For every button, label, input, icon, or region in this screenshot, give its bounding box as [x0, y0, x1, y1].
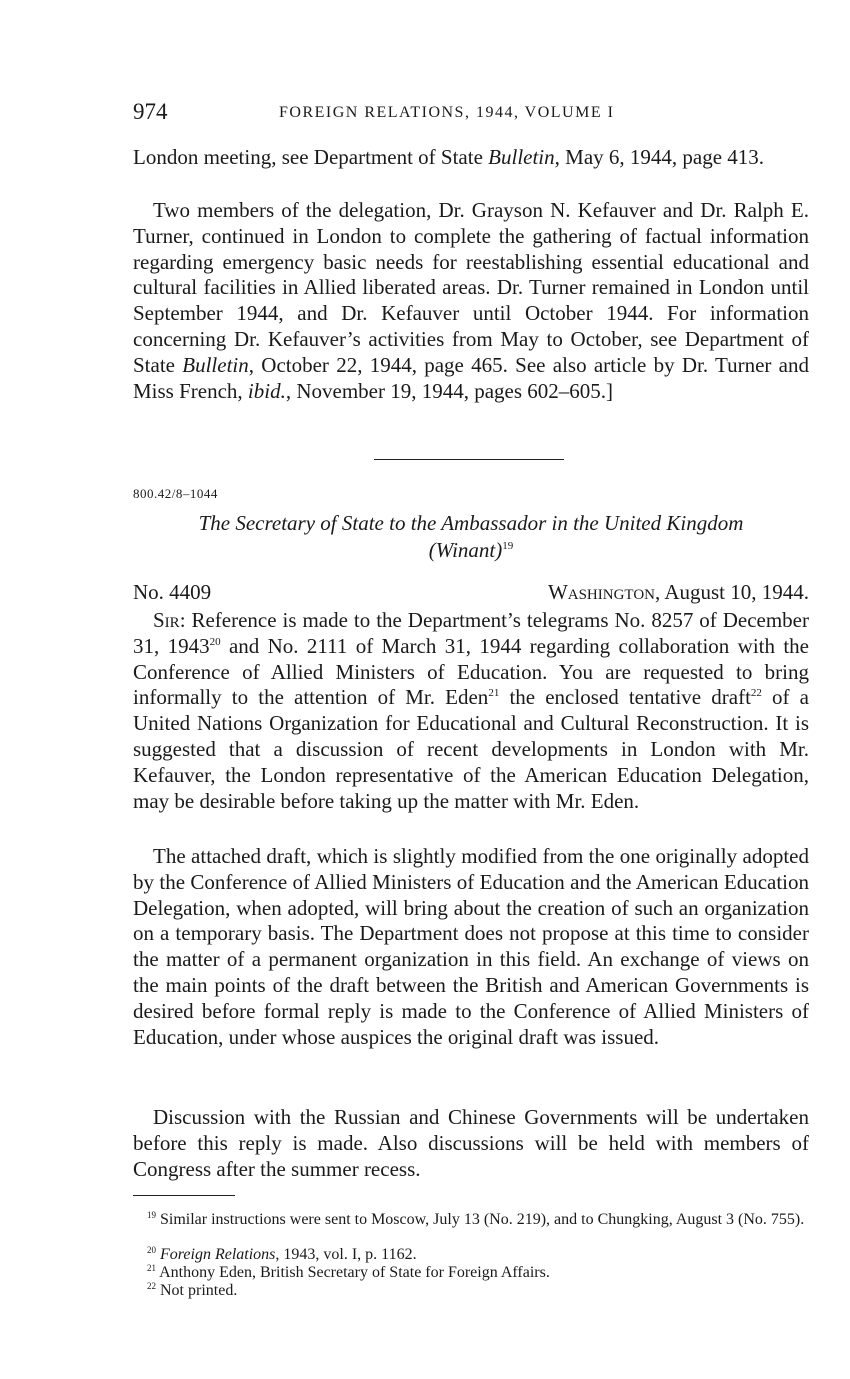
- dateline: Washington, August 10, 1944.: [547, 580, 809, 604]
- file-number: 800.42/8–1044: [133, 486, 218, 501]
- footnote-ref-21: 21: [488, 687, 500, 700]
- dateline-place: Washington: [547, 580, 655, 604]
- intro-paragraph-1: London meeting, see Department of State Bulletin, May 6, 1944, page 413.: [133, 145, 765, 169]
- document-number: No. 4409: [133, 580, 212, 604]
- footnote-ref-19: 19: [502, 540, 514, 552]
- document-title-line-1: The Secretary of State to the Ambassador in the United Kingdom: [198, 511, 744, 535]
- footnote-19: $^{19}$ Similar instructions were sent to Moscow, July 13 (No. 219), and to Chungking, August 3 (No. 755).: [147, 1210, 805, 1228]
- intro-paragraph-2: Two members of the delegation, Dr. Grayson N. Kefauver and Dr. Ralph E. Turner, continued in London to complete the gathering of factual information regarding emergency basic needs for reestablishing essential educational and cultural facilities in Allied liberated areas. Dr. Turner remained in London until September 1944, and Dr. Kefauver until October 1944. For information concerning Dr. Kefauver’s activities from May to October, see Department of State Bulletin, October 22, 1944, page 465. See also article by Dr. Turner and Miss French, ibid., November 19, 1944, pages 602–605.]: [133, 198, 809, 403]
- document-title-line-2: (Winant)$^{19}$: [428, 538, 514, 562]
- letter-paragraph-1: Sir: Reference is made to the Department’s telegrams No. 8257 of December 31, 1943$^{20}$ and No. 2111 of March 31, 1944 regarding collaboration with the Conference of Allied Ministers of Education. You are requested to bring informally to the attention of Mr. Eden$^{21}$ the enclosed tentative draft$^{22}$ of a United Nations Organization for Educational and Cultural Reconstruction. It is suggested that a discussion of recent developments in London with Mr. Kefauver, the London representative of the American Education Delegation, may be desirable before taking up the matter with Mr. Eden.: [133, 608, 809, 813]
- footnote-20: $^{20}$ Foreign Relations, 1943, vol. I, p. 1162.: [147, 1245, 417, 1263]
- page-header: [133, 99, 808, 131]
- salutation: Sir: [153, 608, 180, 632]
- footnote-divider: [133, 1195, 235, 1196]
- running-head: FOREIGN RELATIONS, 1944, VOLUME I: [279, 104, 615, 121]
- page-number: 974: [133, 99, 168, 124]
- section-divider: [374, 459, 564, 460]
- footnote-ref-20: 20: [209, 635, 221, 648]
- footnote-21: $^{21}$ Anthony Eden, British Secretary of State for Foreign Affairs.: [147, 1263, 550, 1281]
- footnote-22: $^{22}$ Not printed.: [147, 1281, 238, 1299]
- letter-paragraph-2: The attached draft, which is slightly modified from the one originally adopted by the Conference of Allied Ministers of Education and the American Education Delegation, when adopted, will bring about the creation of such an organization on a temporary basis. The Department does not propose at this time to consider the matter of a permanent organization in this field. An exchange of views on the main points of the draft between the British and American Governments is desired before formal reply is made to the Conference of Allied Ministers of Education, under whose auspices the original draft was issued.: [133, 844, 809, 1049]
- letter-paragraph-3: Discussion with the Russian and Chinese Governments will be undertaken before this reply is made. Also discussions will be held with members of Congress after the summer recess.: [133, 1105, 809, 1181]
- footnote-ref-22: 22: [750, 687, 762, 700]
